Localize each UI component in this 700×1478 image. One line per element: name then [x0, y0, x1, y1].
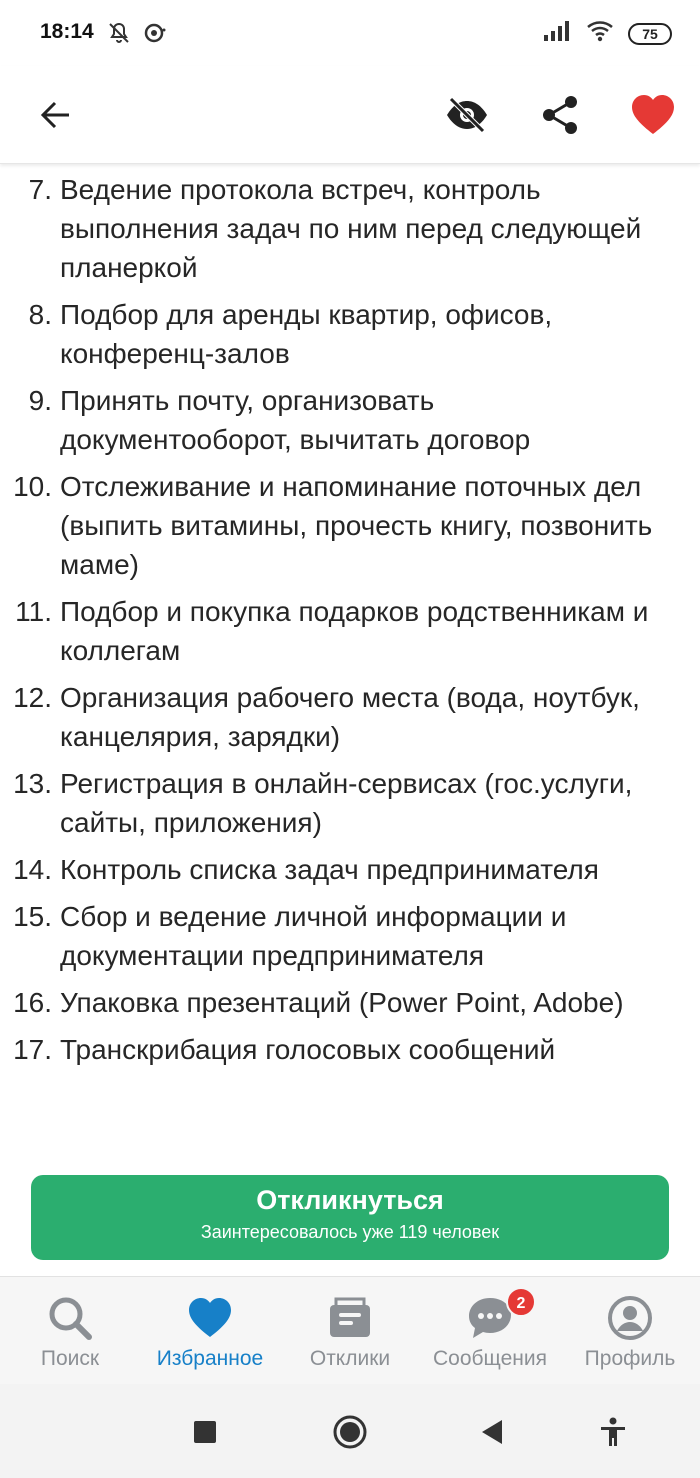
bottom-nav [0, 1276, 700, 1384]
list-item: 10. Отслеживание и напоминание поточных дел (выпить витамины, прочесть книгу, позвонить маме) [13, 471, 653, 580]
status-bar [0, 0, 700, 66]
favorite-heart-icon[interactable] [626, 88, 680, 142]
task-list [0, 164, 700, 1069]
respond-button-label: Откликнуться [256, 1185, 444, 1215]
cta-area [0, 1158, 700, 1276]
mute-icon [106, 20, 132, 51]
profile-icon [607, 1295, 653, 1341]
recents-square-icon[interactable] [185, 1412, 225, 1452]
list-item: 14. Контроль списка задач предпринимателя [13, 854, 599, 885]
list-item: 9. Принять почту, организовать документооборот, вычитать договор [28, 385, 531, 455]
list-item: 11. Подбор и покупка подарков родственникам и коллегам [15, 596, 649, 666]
messages-badge: 2 [506, 1287, 536, 1317]
nav-item-responses[interactable]: Отклики [280, 1277, 420, 1384]
list-item: 8. Подбор для аренды квартир, офисов, конференц-залов [28, 299, 553, 369]
wifi-icon [586, 20, 614, 47]
nav-item-messages[interactable]: 2 Сообщения [420, 1277, 560, 1384]
nav-item-search[interactable]: Поиск [0, 1277, 140, 1384]
status-time: 18:14 [40, 20, 94, 43]
signal-icon [544, 21, 572, 46]
list-item: 16. Упаковка презентаций (Power Point, Adobe) [13, 987, 624, 1018]
accessibility-icon[interactable] [593, 1412, 633, 1452]
system-nav-bar [0, 1384, 700, 1478]
search-icon [47, 1295, 93, 1341]
share-icon[interactable] [533, 88, 587, 142]
respond-button[interactable] [31, 1175, 669, 1260]
list-item: 15. Сбор и ведение личной информации и документации предпринимателя [13, 901, 567, 971]
responses-icon [327, 1295, 373, 1341]
list-item: 7. Ведение протокола встреч, контроль выполнения задач по ним перед следующей планеркой [28, 174, 642, 283]
home-circle-icon[interactable] [330, 1412, 370, 1452]
interested-count: Заинтересовалось уже 119 человек [200, 1222, 500, 1242]
list-item: 13. Регистрация в онлайн-сервисах (гос.услуги, сайты, приложения) [13, 768, 633, 838]
sync-icon [142, 20, 168, 51]
app-header [0, 66, 700, 164]
heart-icon [187, 1295, 233, 1341]
description-content [0, 164, 700, 1158]
hide-eye-icon[interactable] [440, 88, 494, 142]
nav-item-profile[interactable]: Профиль [560, 1277, 700, 1384]
back-triangle-icon[interactable] [472, 1412, 512, 1452]
list-item: 17. Транскрибация голосовых сообщений [13, 1034, 556, 1065]
list-item: 12. Организация рабочего места (вода, ноутбук, канцелярия, зарядки) [13, 682, 640, 752]
battery-icon: 75 [628, 23, 672, 45]
nav-item-favorites[interactable]: Избранное [140, 1277, 280, 1384]
back-arrow-icon[interactable] [28, 88, 82, 142]
